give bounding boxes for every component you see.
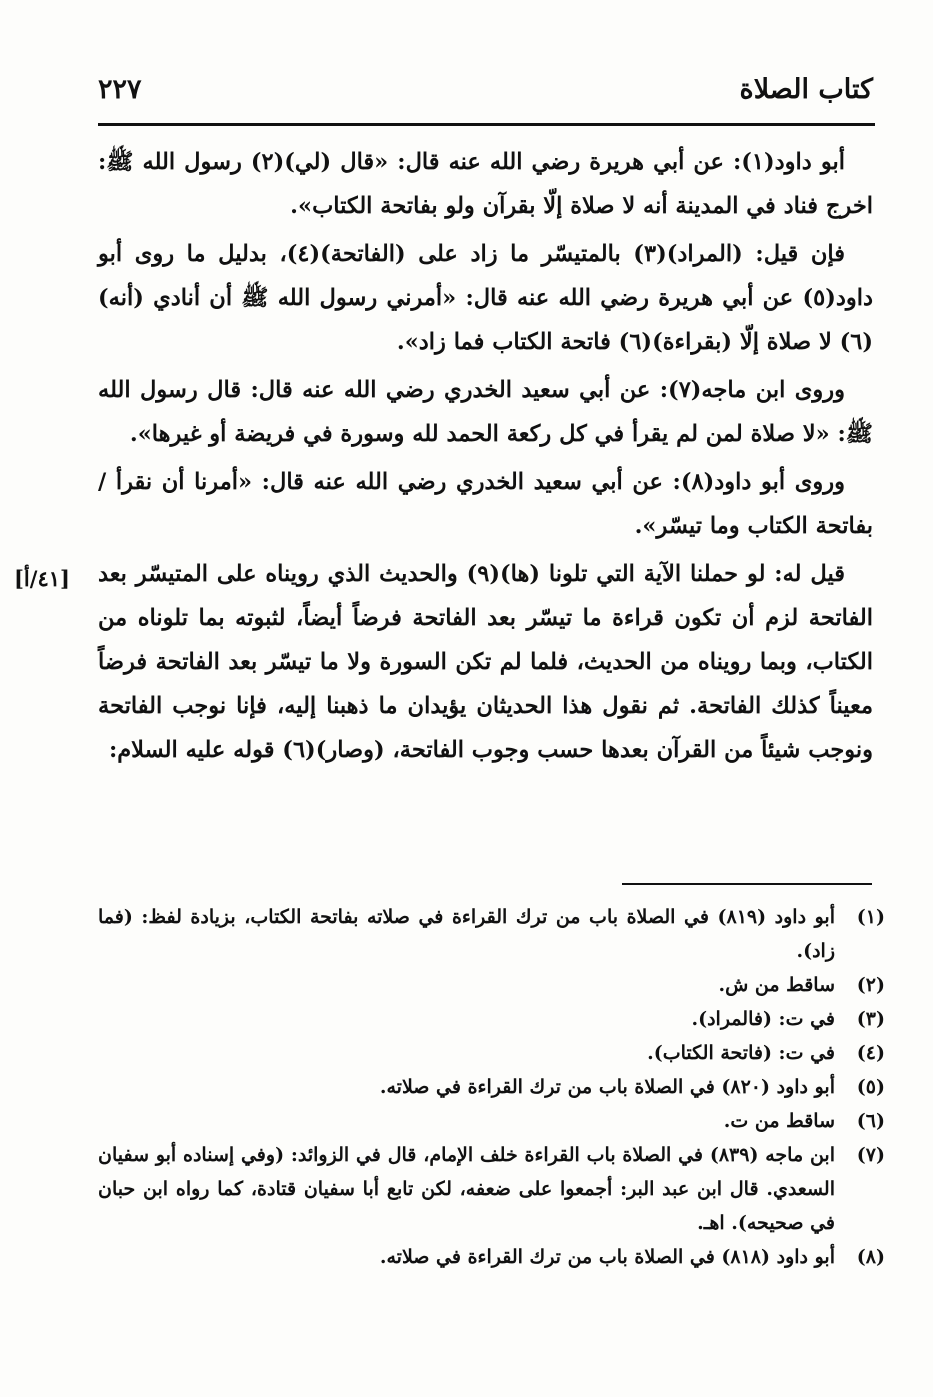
footnote-number: (٤) (856, 1042, 885, 1064)
paragraph: وروى أبو داود(٨): عن أبي سعيد الخدري رضي الله عنه قال: «أمرنا أن نقرأ / بفاتحة الكتاب وما تيسّر». (98, 469, 873, 539)
footnote-text: ابن ماجه (٨٣٩) في الصلاة باب القراءة خلف الإمام، قال في الزوائد: (وفي إسناده أبو سفيان السعدي. قال ابن عبد البر: أجمعوا على ضعفه، لكن تابع أبا سفيان قتادة، كما رواه ابن حبان في صحيحه). اهـ. (98, 1144, 835, 1234)
footnote-text: أبو داود (٨٢٠) في الصلاة باب من ترك القراءة في صلاته. (379, 1076, 835, 1098)
footnote-text: في ت: (فالمراد). (691, 1008, 835, 1030)
footnote-text: ساقط من ش. (718, 974, 835, 996)
footnote-number: (٧) (856, 1144, 885, 1166)
footnote-number: (١) (856, 906, 885, 928)
footnote-text: أبو داود (٨١٩) في الصلاة باب من ترك القراءة في صلاته بفاتحة الكتاب، بزيادة لفظ: (فما زاد). (98, 906, 835, 962)
footnote-text: أبو داود (٨١٨) في الصلاة باب من ترك القراءة في صلاته. (379, 1246, 835, 1268)
footnotes (98, 900, 885, 1274)
paragraph: فإن قيل: (المراد)(٣) بالمتيسّر ما زاد على (الفاتحة)(٤)، بدليل ما روى أبو داود(٥) عن أبي هريرة رضي الله عنه قال: «أمرني رسول الله ﷺ أن أنادي (أنه)(٦) لا صلاة إلّا (بقراءة)(٦) فاتحة الكتاب فما زاد». (98, 241, 873, 355)
footnote-text: ساقط من ت. (723, 1110, 835, 1132)
footnote-item (98, 1036, 885, 1070)
page-number: ٢٢٧ (98, 74, 142, 105)
footnote-item (98, 968, 885, 1002)
footnote-item (98, 1240, 885, 1274)
footnote-item (98, 1002, 885, 1036)
footnote-number: (٨) (856, 1246, 885, 1268)
folio-margin-note: [٤١/أ] (14, 566, 70, 591)
header-divider (98, 123, 875, 126)
footnote-number: (٣) (856, 1008, 885, 1030)
paragraph: قيل له: لو حملنا الآية التي تلونا (ها)(٩) والحديث الذي رويناه على المتيسّر بعد الفاتحة لزم أن تكون قراءة ما تيسّر بعد الفاتحة فرضاً أيضاً، لثبوته بما تلوناه من الكتاب، وبما رويناه من الحديث، فلما لم تكن السورة ولا ما تيسّر بعد الفاتحة فرضاً معيناً كذلك الفاتحة. ثم نقول هذا الحديثان يؤيدان ما ذهبنا إليه، فإنا نوجب الفاتحة ونوجب شيئاً من القرآن بعدها حسب وجوب الفاتحة، (وصار)(٦) قوله عليه السلام: (98, 561, 873, 763)
footnote-item (98, 1070, 885, 1104)
footnote-text: في ت: (فاتحة الكتاب). (647, 1042, 835, 1064)
main-text (98, 140, 873, 776)
paragraph: وروى ابن ماجه(٧): عن أبي سعيد الخدري رضي الله عنه قال: قال رسول الله ﷺ: «لا صلاة لمن لم يقرأ في كل ركعة الحمد لله وسورة في فريضة أو غيرها». (98, 377, 873, 447)
footnote-item (98, 900, 885, 968)
footnote-number: (٥) (856, 1076, 885, 1098)
footnote-number: (٢) (856, 974, 885, 996)
footnote-item (98, 1138, 885, 1240)
running-header-title: كتاب الصلاة (739, 74, 873, 105)
footnote-divider (622, 883, 872, 885)
footnote-item (98, 1104, 885, 1138)
paragraph: أبو داود(١): عن أبي هريرة رضي الله عنه قال: «قال (لي)(٢) رسول الله ﷺ: اخرج فناد في المدينة أنه لا صلاة إلّا بقرآن ولو بفاتحة الكتاب». (98, 149, 873, 219)
footnote-number: (٦) (856, 1110, 885, 1132)
